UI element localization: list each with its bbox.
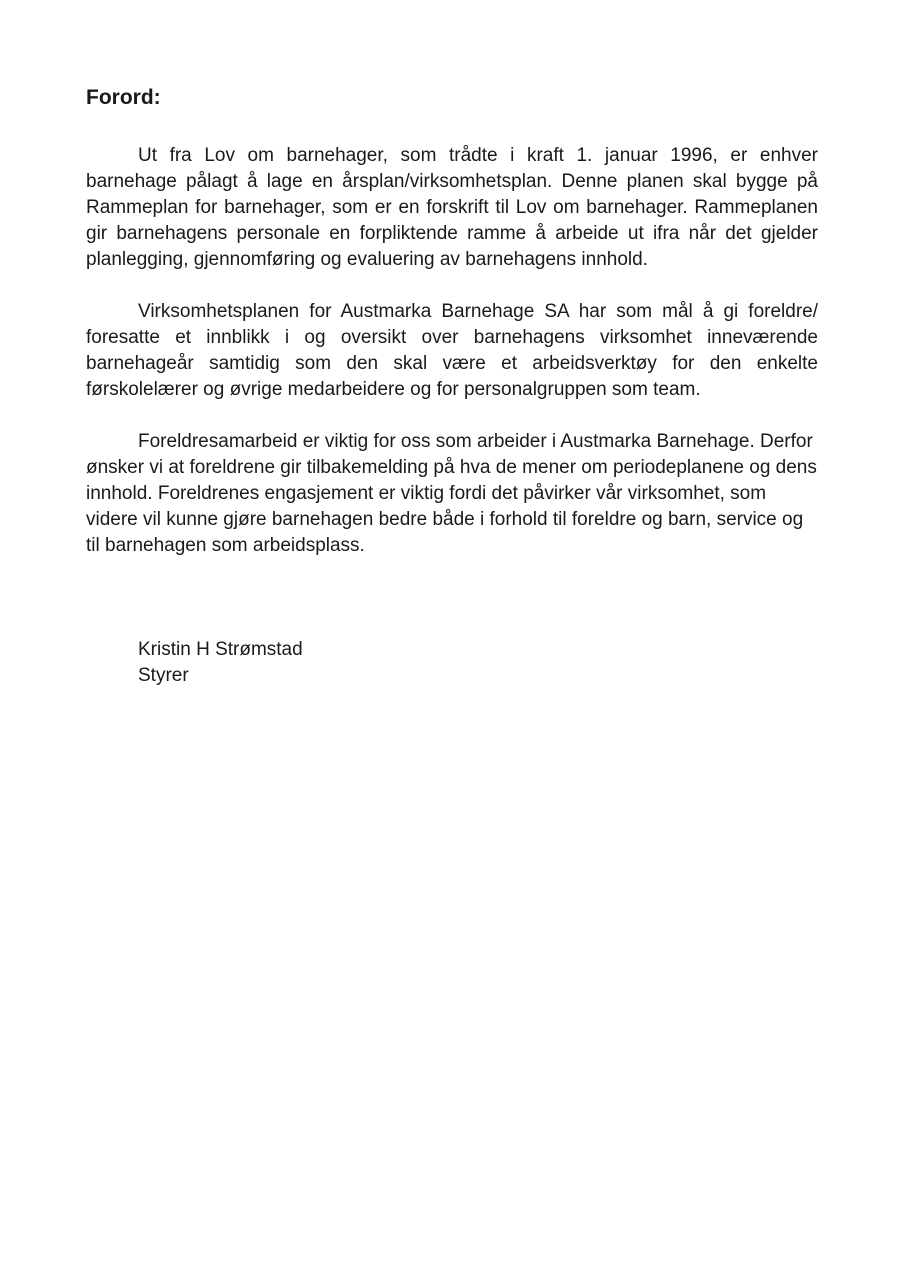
signature-name: Kristin H Strømstad xyxy=(138,639,303,660)
signature-role: Styrer xyxy=(138,665,189,686)
paragraph-parent-cooperation: Foreldresamarbeid er viktig for oss som arbeider i Austmarka Barnehage. Derfor ønsker vi at foreldrene gir tilbakemelding på hva de mener om periodeplanene og dens innhold. Foreldrenes engasjement er viktig fordi det påvirker vår virksomhet, som videre vil kunne gjøre barnehagen bedre både i forhold til foreldre og barn, service og til barnehagen som arbeidsplass. xyxy=(86,431,817,556)
paragraph-law-intro: Ut fra Lov om barnehager, som trådte i kraft 1. januar 1996, er enhver barnehage pålagt å lage en årsplan/virksomhetsplan. Denne planen skal bygge på Rammeplan for barnehager, som er en forskrift til Lov om barnehager. Rammeplanen gir barnehagens personale en forpliktende ramme å arbeide ut ifra når det gjelder planlegging, gjennomføring og evaluering av barnehagens innhold. xyxy=(86,145,818,270)
document-title: Forord: xyxy=(86,86,161,109)
signature-block xyxy=(138,637,818,689)
paragraph-plan-purpose: Virksomhetsplanen for Austmarka Barnehage SA har som mål å gi foreldre/ foresatte et innblikk i og oversikt over barnehagens virksomhet inneværende barnehageår samtidig som den skal være et arbeidsverktøy for den enkelte førskolelærer og øvrige medarbeidere og for personalgruppen som team. xyxy=(86,301,818,400)
